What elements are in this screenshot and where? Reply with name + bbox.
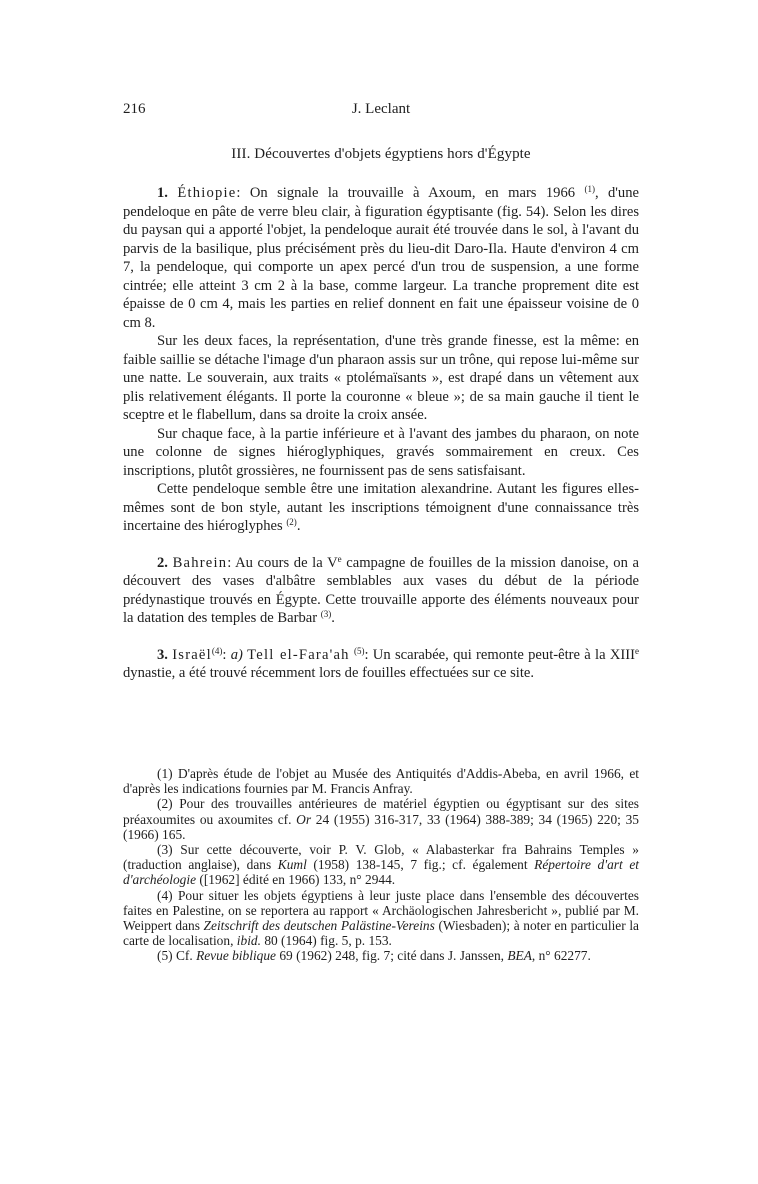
footnote-text: (Wiesbaden); à noter en particulier la carte de localisation, [123, 918, 639, 949]
footnote-2 [123, 796, 639, 842]
journal-title: Or [296, 811, 312, 827]
footnote-text: ([1962] édité en 1966) 133, n° 2944. [196, 872, 396, 888]
footnote-text: , n° 62277. [531, 948, 591, 964]
footnote-text: (3) Sur cette découverte, voir P. V. Glob, « Alabasterkar fra Bahrains Temples » (traduction anglaise), dans [123, 842, 639, 873]
superscript: e [337, 553, 342, 564]
footnote-text: (4) Pour situer les objets égyptiens à leur juste place dans l'ensemble des découvertes faites en Palestine, on se reportera au rapport « Archäologischen Jahresbericht », publié par M. Weippert dans [123, 887, 639, 934]
page-number: 216 [123, 101, 146, 117]
footnote-1: (1) D'après étude de l'objet au Musée des Antiquités d'Addis-Abeba, en avril 1966, et d'après les indications fournies par M. Francis Anfray. [123, 766, 639, 797]
paragraph-conclusion [123, 480, 639, 536]
body-text [123, 184, 639, 683]
journal-title: Revue biblique [196, 948, 277, 964]
footnote-ref[interactable]: (4) [211, 645, 223, 656]
footnote-text: 24 (1955) 316-317, 33 (1964) 388-389; 34 (1965) 220; 35 (1966) 165. [123, 811, 639, 842]
footnote-text: (5) Cf. [157, 948, 197, 964]
footnote-ref[interactable]: (3) [320, 609, 332, 619]
paragraph-bahrein [123, 554, 639, 628]
paragraph-text: : On signale la trouvaille à Axoum, en mars 1966 [236, 185, 585, 201]
paragraph-text: Cette pendeloque semble être une imitation alexandrine. Autant les figures elles-mêmes sont de bon style, autant les inscriptions témoignent d'une connaissance très incertaine des hiéroglyphes [123, 481, 639, 534]
paragraph-representation: Sur les deux faces, la représentation, d'une très grande finesse, est la même: en faible saillie se détache l'image d'un pharaon assis sur un trône, qui repose lui-même sur une natte. Le souverain, aux traits « ptolémaïsants », est drapé dans un vêtement aux plis relativement élégants. Il porte la couronne « bleue »; de sa main gauche il tient le sceptre et le flabellum, dans sa droite la croix ansée. [123, 333, 639, 423]
journal-title: BEA [507, 948, 532, 964]
paragraph-text: . [296, 518, 301, 534]
item-number: 2. [157, 554, 168, 571]
footnote-text: 69 (1962) 248, fig. 7; cité dans J. Janssen, [276, 948, 508, 964]
journal-title: Zeitschrift des deutschen Palästine-Vereins [203, 918, 435, 934]
footnote-text: (2) Pour des trouvailles antérieures de matériel égyptien ou égyptisant sur des sites préaxoumites ou axoumites cf. [123, 796, 639, 827]
item-topic: Bahrein [172, 554, 228, 571]
item-letter: a) [230, 646, 243, 663]
footnote-5 [123, 948, 639, 963]
item-topic: Éthiopie [177, 185, 237, 201]
journal-title: Répertoire d'art et d'archéologie [123, 857, 640, 888]
footnote-ref[interactable]: (1) [584, 184, 595, 194]
running-head [123, 101, 639, 125]
footnotes [123, 766, 639, 964]
footnote-4 [123, 888, 639, 949]
section-heading: III. Découvertes d'objets égyptiens hors d'Égypte [231, 146, 531, 162]
ibid-abbrev: ibid. [236, 933, 261, 949]
superscript: e [635, 645, 639, 656]
site-name: Tell el-Fara'ah [247, 646, 350, 663]
paragraph-text: , d'une pendeloque en pâte de verre bleu clair, à figuration égyptisante (fig. 54). Selon les dires du paysan qui a apporté l'objet, la pendeloque aurait été trouvée dans le sol, à l'avant du parvis de la basilique, plus précisément près du lieu-dit Daro-Ila. Haute d'environ 4 cm 7, la pendeloque, qui comporte un apex percé d'un trou de suspension, a une forme cintrée; elle atteint 3 cm 2 à la base, comme largeur. La tranche proprement dite est épaisse de 0 cm 4, mais les parties en relief donnent en fait une épaisseur voisine de 0 cm 8. [123, 185, 640, 331]
item-number: 3. [157, 646, 168, 663]
paragraph-ethiopie [123, 184, 639, 332]
footnote-ref[interactable]: (5) [353, 645, 365, 656]
footnote-text: 80 (1964) fig. 5, p. 153. [260, 933, 392, 949]
paragraph-text: campagne de fouilles de la mission danoise, on a découvert des vases d'albâtre semblables aux vases du début de la période prédynastique trouvés en Égypte. Cette trouvaille apporte des éléments nouveaux pour la datation des temples de Barbar [123, 554, 639, 626]
journal-title: Kuml [277, 857, 307, 873]
item-topic: Israël [172, 646, 212, 663]
paragraph-israel [123, 646, 639, 683]
footnote-ref[interactable]: (2) [286, 517, 297, 527]
paragraph-text: dynastie, a été trouvé récemment lors de fouilles effectuées sur ce site. [123, 665, 535, 681]
paragraph-inscriptions: Sur chaque face, à la partie inférieure et à l'avant des jambes du pharaon, on note une colonne de signes hiéroglyphiques, gravés sommairement en creux. Ces inscriptions, plutôt grossières, ne fournissent pas de sens satisfaisant. [123, 425, 639, 479]
paragraph-text: : Au cours de la V [227, 554, 338, 571]
paragraph-text: : [222, 646, 231, 663]
footnote-3 [123, 842, 639, 888]
footnote-text: (1958) 138-145, 7 fig.; cf. également [306, 857, 535, 873]
paragraph-text: : Un scarabée, qui remonte peut-être à la XIII [364, 646, 635, 663]
running-title: J. Leclant [351, 101, 411, 117]
paragraph-text: . [331, 610, 335, 626]
item-number: 1. [157, 185, 168, 201]
